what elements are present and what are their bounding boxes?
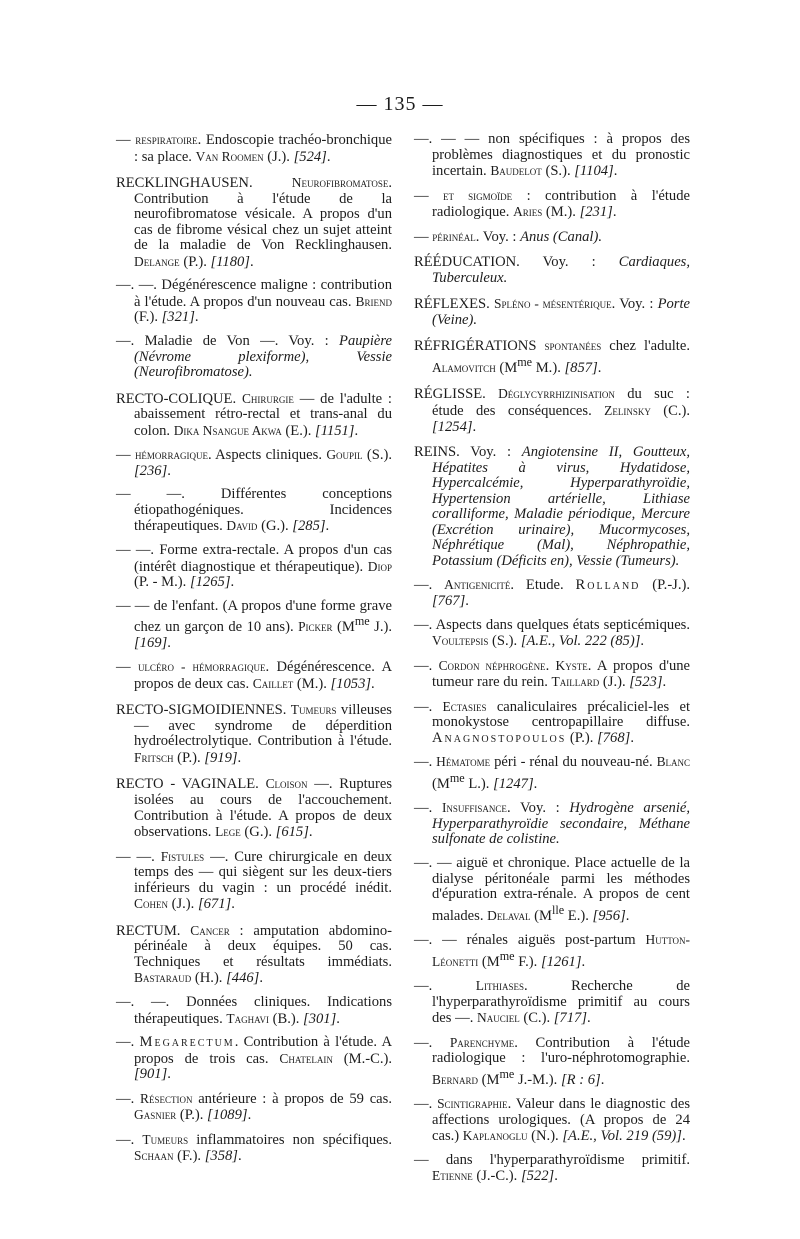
page-number: — 135 — [356,93,444,115]
index-entry: RECTO - VAGINALE. Cloison —. Ruptures isolées au cours de l'accouchement. Contribution à l'étude. A propos de deux observations. Lege (G.). [615]. [116,776,396,841]
index-entry: RECTO-SIGMOIDIENNES. Tumeurs villeuses — avec syndrome de déperdition hydroélectrolytique. Contribution à l'étude. Fritsch (P.). [919]. [116,702,396,766]
index-entry: —. —. Dégénérescence maligne : contribution à l'étude. A propos d'un nouveau cas. Briend (F.). [321]. [116,277,396,326]
index-entry: —. Maladie de Von —. Voy. : Paupière (Névrome plexiforme), Vessie (Neurofibromatose). [116,333,396,381]
index-entry: —. —. Données cliniques. Indications thérapeutiques. Taghavi (B.). [301]. [116,994,396,1027]
index-entry: —. Scintigraphie. Valeur dans le diagnostic des affections urologiques. (A propos de 24 cas.) Kaplanoglu (N.). [A.E., Vol. 219 (59)]. [414,1096,694,1145]
index-entry: —. Ectasies canaliculaires précaliciel-les et monokystose centropapillaire diffuse. Anagnostopoulos (P.). [768]. [414,698,694,746]
index-entry: —. Cordon néphrogène. Kyste. A propos d'une tumeur rare du rein. Taillard (J.). [523]. [414,657,694,691]
index-entry: — ulcéro - hémorragique. Dégénérescence. A propos de deux cas. Caillet (M.). [1053]. [116,659,396,692]
right-column [414,131,694,1193]
left-column [116,132,396,1173]
index-entry: RÉGLISSE. Déglycyrrhizinisation du suc : étude des conséquences. Zelinsky (C.). [1254]. [414,386,694,435]
index-entry: RECKLINGHAUSEN. Neurofibromatose. Contribution à l'étude de la neurofibromatose vésicale. A propos d'un cas de fibrome vésical chez un sujet atteint de la maladie de Von Recklinghausen. Delange (P.). [1180]. [116,175,396,270]
index-entry: —. Insuffisance. Voy. : Hydrogène arsenié, Hyperparathyroïdie secondaire, Méthane sulfonate de colistine. [414,800,694,848]
index-entry: RÉÉDUCATION. Voy. : Cardiaques, Tuberculeux. [414,254,694,286]
index-entry: — et sigmoïde : contribution à l'étude radiologique. Aries (M.). [231]. [414,187,694,221]
index-entry: — respiratoire. Endoscopie trachéo-bronchique : sa place. Van Roomen (J.). [524]. [116,132,396,165]
index-entry: — dans l'hyperparathyroïdisme primitif. Etienne (J.-C.). [522]. [414,1151,694,1185]
index-entry: — hémorragique. Aspects cliniques. Goupil (S.). [236]. [116,447,396,479]
index-entry: —. Antigenicité. Etude. Rolland (P.-J.). [767]. [414,577,694,609]
index-entry: —. Résection antérieure : à propos de 59 cas. Gasnier (P.). [1089]. [116,1090,396,1124]
index-entry: RECTO-COLIQUE. Chirurgie — de l'adulte : abaissement rétro-rectal et trans-anal du colon. Dika Nsangue Akwa (E.). [1151]. [116,390,396,439]
index-entry: RÉFRIGÉRATIONS spontanées chez l'adulte. Alamovitch ($M^{me}$ M.). [857]. [414,338,694,376]
index-entry: —. Lithiases. Recherche de l'hyperparathyroïdisme primitif au cours des —. Nauciel (C.). [717]. [414,977,694,1027]
index-entry: REINS. Voy. : Angiotensine II, Goutteux, Hépatites à virus, Hydatidose, Hypercalcémie, Hyperparathyroïdie, Hypertension artérielle, Lithiase coralliforme, Maladie périodique, Mercure (Excrétion urinaire), Mucormycoses, Néphrétique (Mal), Néphropathie, Potassium (Déficits en), Vessie (Tumeurs). [414,444,694,569]
index-entry: —. — — non spécifiques : à propos des problèmes diagnostiques et du pronostic incertain. Baudelot (S.). [1104]. [414,131,694,180]
index-entry: — —. Différentes conceptions étiopathogéniques. Incidences thérapeutiques. David (G.). [285]. [116,486,396,535]
index-entry: RÉFLEXES. Spléno - mésentérique. Voy. : Porte (Veine). [414,296,694,328]
index-entry: —. — aiguë et chronique. Place actuelle de la dialyse péritonéale parmi les méthodes d'épuration extra-rénale. A propos de cent malades. Delaval ($M^{lle}$ E.). [956]. [414,854,694,924]
index-entry: —. Tumeurs inflammatoires non spécifiques. Schaan (F.). [358]. [116,1131,396,1165]
index-entry: — —. Forme extra-rectale. A propos d'un cas (intérêt diagnostique et thérapeutique). Diop (P. - M.). [1265]. [116,542,396,591]
index-entry: RECTUM. Cancer : amputation abdomino-périnéale à deux équipes. 50 cas. Techniques et résultats immédiats. Bastaraud (H.). [446]. [116,922,396,987]
index-entry: — —. Fistules —. Cure chirurgicale en deux temps des — qui siègent sur les deux-tiers inférieurs du vagin : un procédé inédit. Cohen (J.). [671]. [116,848,396,913]
index-entry: —. — rénales aiguës post-partum Hutton-Léonetti ($M^{me}$ F.). [1261]. [414,932,690,970]
index-entry: —. Megarectum. Contribution à l'étude. A propos de trois cas. Chatelain (M.-C.). [901]. [116,1034,396,1083]
index-entry: — — de l'enfant. (A propos d'une forme grave chez un garçon de 10 ans). Picker ($M^{me}$ J.). [169]. [116,597,396,651]
index-entry: — périnéal. Voy. : Anus (Canal). [414,228,602,245]
index-entry: —. Hématome péri - rénal du nouveau-né. Blanc ($M^{me}$ L.). [1247]. [414,754,694,792]
index-entry: —. Aspects dans quelques états septicémiques. Voultepsis (S.). [A.E., Vol. 222 (85)]. [414,616,694,650]
index-entry: —. Parenchyme. Contribution à l'étude radiologique : l'uro-néphrotomographie. Bernard ($M^{me}$ J.-M.). [R : 6]. [414,1034,694,1088]
